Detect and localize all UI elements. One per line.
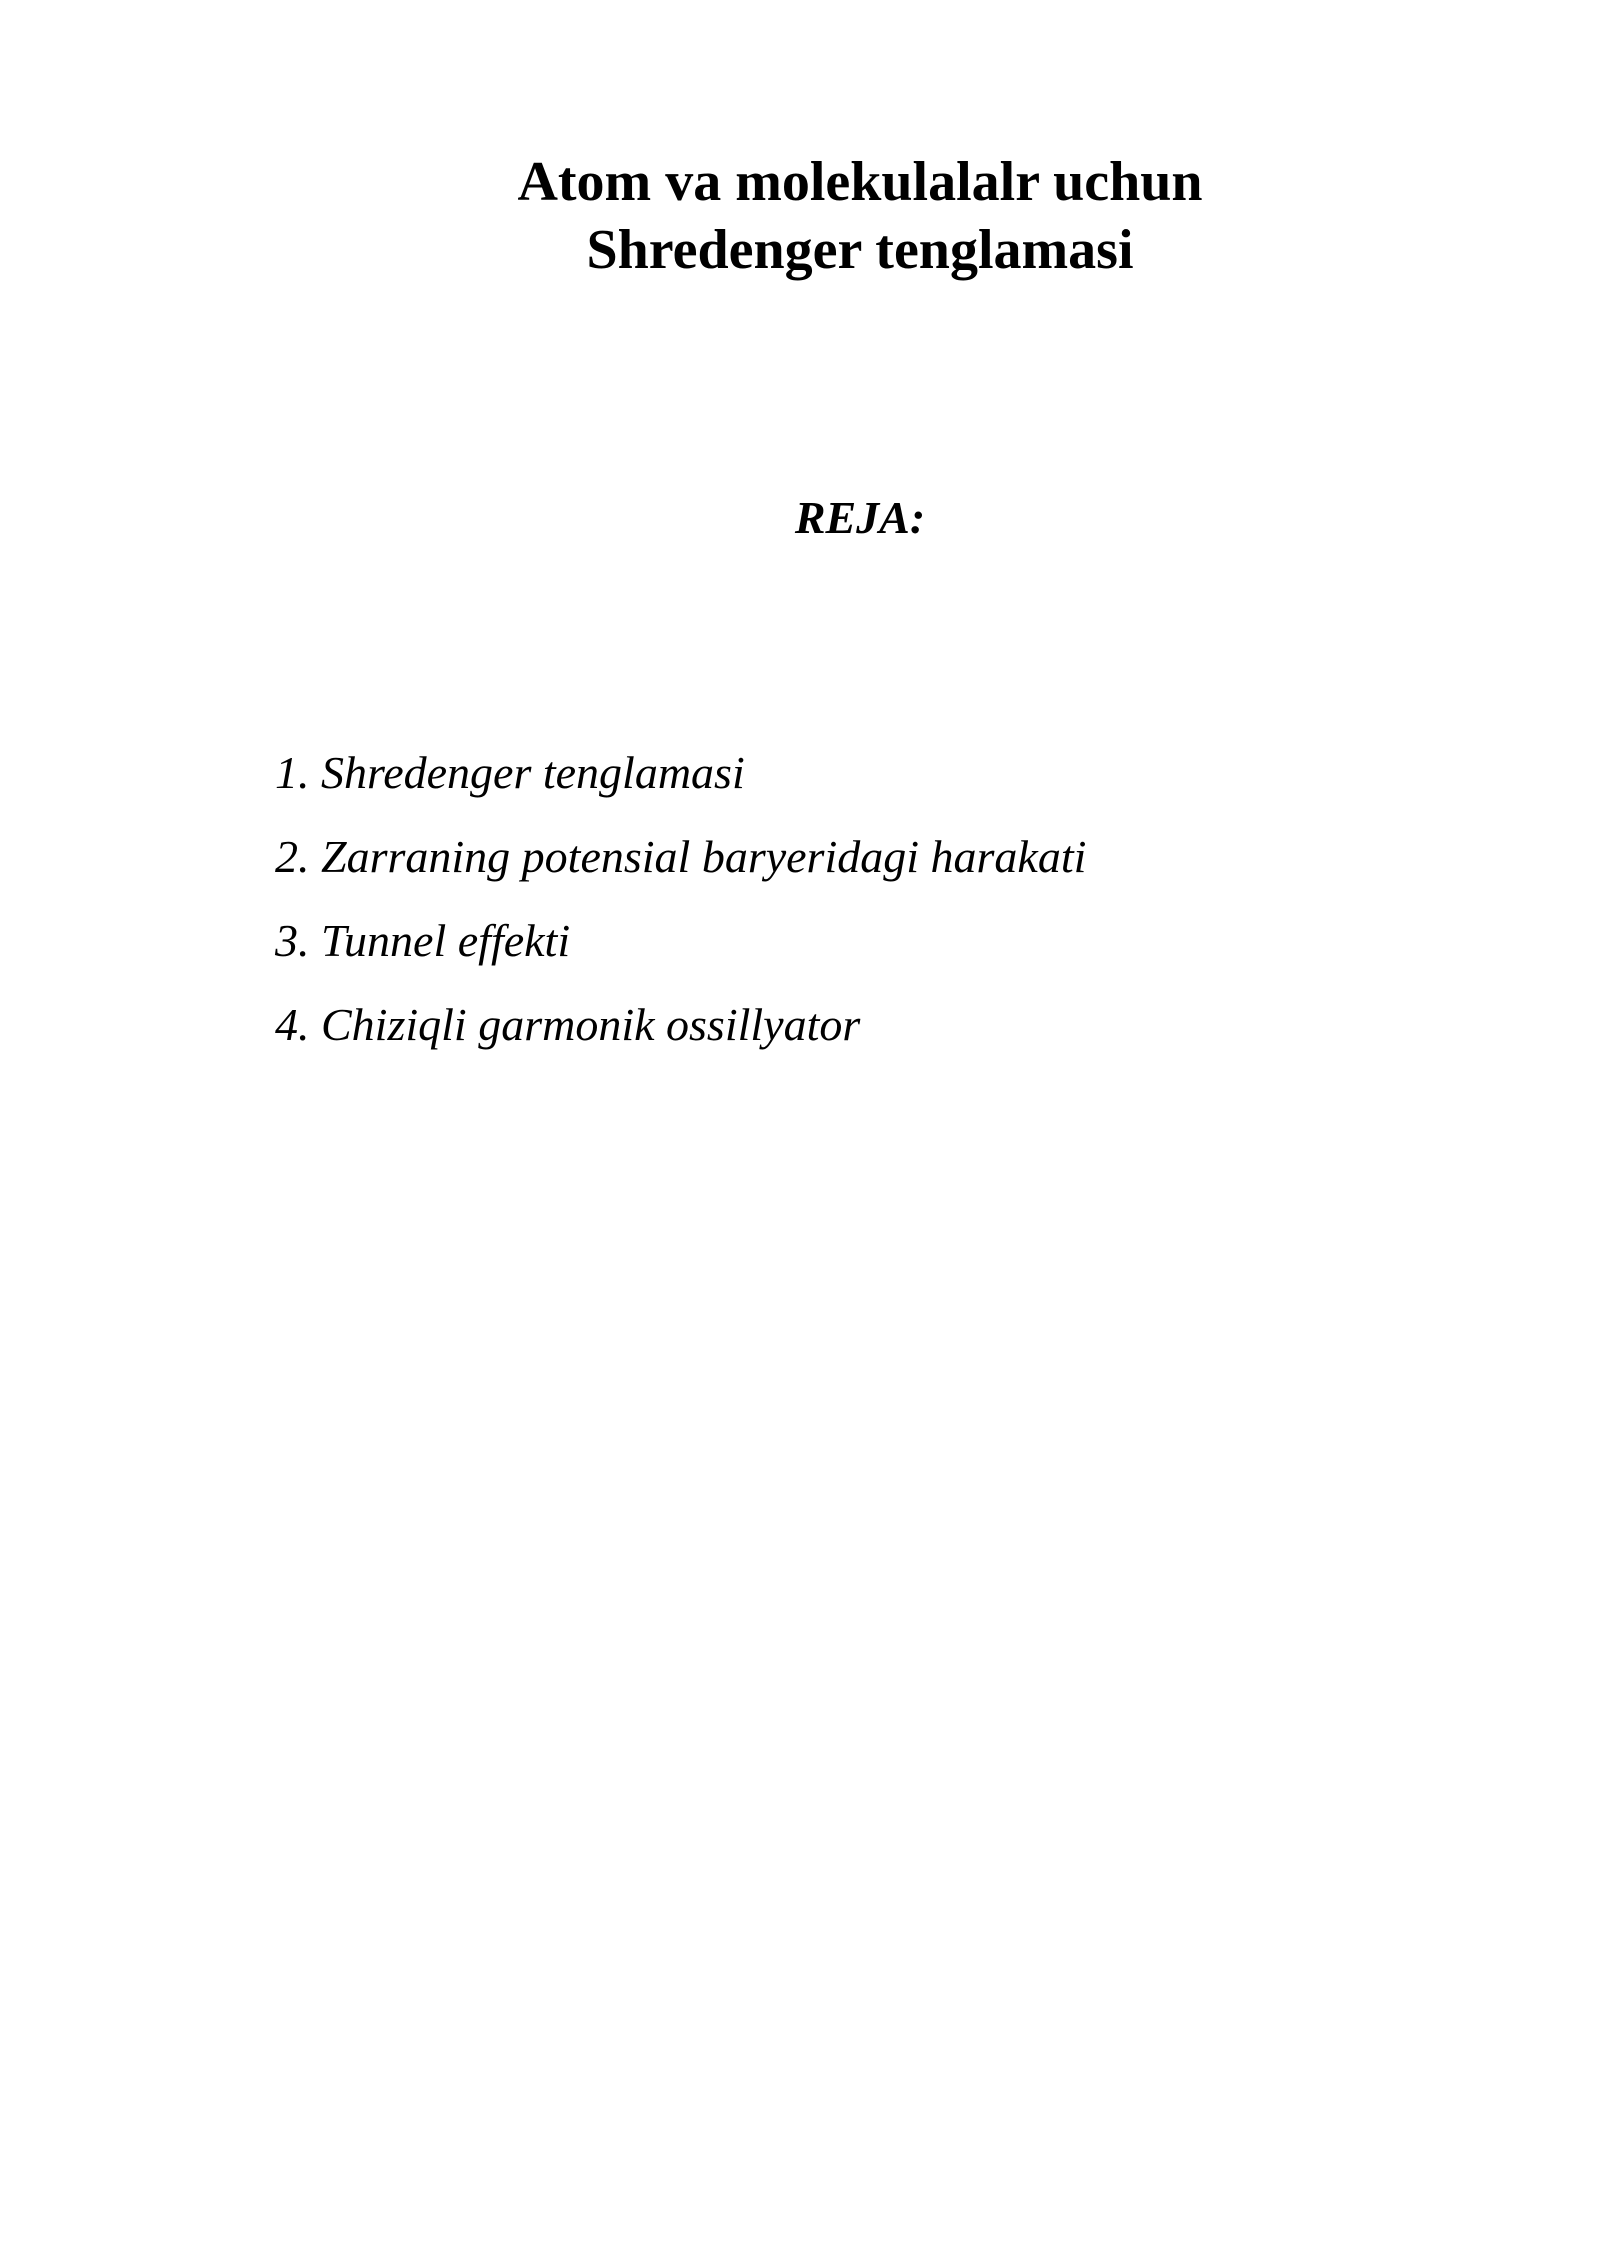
title-line-1: Atom va molekulalalr uchun: [517, 151, 1203, 213]
plan-heading: REJA:: [794, 492, 926, 543]
document-title: [360, 148, 1360, 284]
plan-item: 3. Tunnel effekti: [275, 915, 571, 966]
title-line-2: Shredenger tenglamasi: [586, 219, 1134, 281]
plan-list: [275, 745, 1375, 1081]
plan-item: 2. Zarraning potensial baryeridagi harakati: [275, 831, 1087, 882]
plan-item: 4. Chiziqli garmonik ossillyator: [275, 999, 861, 1050]
plan-item: 1. Shredenger tenglamasi: [275, 747, 745, 798]
